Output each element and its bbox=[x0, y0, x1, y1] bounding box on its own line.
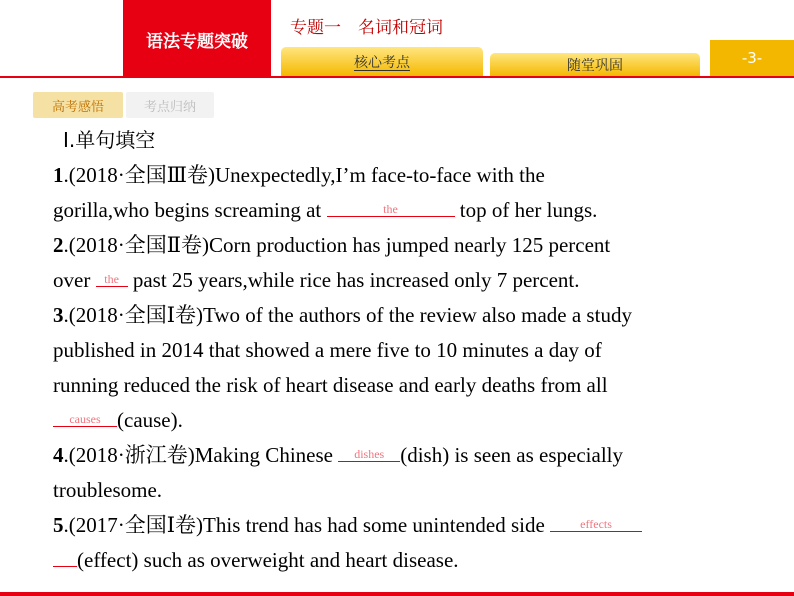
question-number: 2 bbox=[53, 233, 64, 257]
question-2-line-2 bbox=[53, 263, 783, 298]
question-text: Unexpectedly,I’m face-to-face with the bbox=[214, 163, 545, 187]
question-source: .(2018·全国Ⅲ卷) bbox=[63, 163, 215, 187]
header-divider-right bbox=[271, 76, 794, 78]
answer-blank-continued[interactable] bbox=[53, 552, 77, 567]
tab-practice[interactable]: 随堂巩固 bbox=[490, 53, 700, 76]
sub-tab-exam-insight[interactable]: 高考感悟 bbox=[33, 92, 123, 118]
tab-core-points[interactable]: 核心考点 bbox=[281, 47, 483, 76]
question-number: 1 bbox=[53, 163, 64, 187]
question-3-line-2: published in 2014 that showed a mere five to 10 minutes a day of bbox=[53, 338, 602, 362]
bottom-bar bbox=[0, 592, 794, 596]
answer-blank[interactable] bbox=[53, 412, 117, 427]
question-number: 5 bbox=[53, 513, 64, 537]
question-5-line-2 bbox=[53, 543, 783, 578]
question-text: Making Chinese bbox=[194, 443, 339, 467]
question-3-line-1 bbox=[53, 298, 783, 333]
topic-title: 专题一 名词和冠词 bbox=[290, 18, 443, 38]
question-source: .(2018·全国Ⅱ卷) bbox=[63, 233, 210, 257]
question-number: 4 bbox=[53, 443, 64, 467]
question-text: top of her lungs. bbox=[454, 198, 598, 222]
answer-text: dishes bbox=[354, 447, 385, 461]
answer-text: effects bbox=[580, 517, 612, 531]
question-text: (cause). bbox=[117, 408, 183, 432]
question-text: past 25 years,while rice has increased only 7 percent. bbox=[127, 268, 580, 292]
question-source: .(2018·浙江卷) bbox=[63, 443, 195, 467]
question-3-line-3: running reduced the risk of heart disease and early deaths from all bbox=[53, 373, 608, 397]
section-title: Ⅰ.单句填空 bbox=[63, 128, 156, 152]
header-divider-left bbox=[0, 76, 123, 78]
section-badge-label: 语法专题突破 bbox=[146, 31, 248, 52]
question-4-line-1 bbox=[53, 438, 783, 473]
answer-blank[interactable] bbox=[338, 447, 400, 462]
answer-text: causes bbox=[69, 412, 101, 426]
sub-tab-point-summary[interactable]: 考点归纳 bbox=[126, 92, 214, 118]
answer-blank[interactable] bbox=[96, 272, 128, 287]
question-1-line-1 bbox=[53, 158, 783, 193]
question-4-line-2: troublesome. bbox=[53, 478, 163, 502]
exercise-content bbox=[53, 123, 783, 578]
question-text: over bbox=[53, 268, 96, 292]
question-source: .(2018·全国Ⅰ卷) bbox=[63, 303, 204, 327]
answer-blank[interactable] bbox=[327, 202, 455, 217]
question-source: .(2017·全国Ⅰ卷) bbox=[63, 513, 204, 537]
page-number: -3- bbox=[710, 40, 794, 76]
question-text: Corn production has jumped nearly 125 percent bbox=[209, 233, 611, 257]
question-number: 3 bbox=[53, 303, 64, 327]
question-text: (effect) such as overweight and heart disease. bbox=[77, 548, 459, 572]
question-5-line-1 bbox=[53, 508, 783, 543]
answer-blank[interactable] bbox=[550, 517, 642, 532]
question-1-line-2 bbox=[53, 193, 783, 228]
section-badge bbox=[123, 0, 271, 78]
question-text: (dish) is seen as especially bbox=[400, 443, 623, 467]
question-text: This trend has had some unintended side bbox=[203, 513, 551, 537]
question-3-line-4 bbox=[53, 403, 783, 438]
answer-text: the bbox=[104, 272, 119, 286]
question-text: gorilla,who begins screaming at bbox=[53, 198, 327, 222]
question-text: Two of the authors of the review also made a study bbox=[203, 303, 632, 327]
question-2-line-1 bbox=[53, 228, 783, 263]
answer-text: the bbox=[383, 202, 398, 216]
